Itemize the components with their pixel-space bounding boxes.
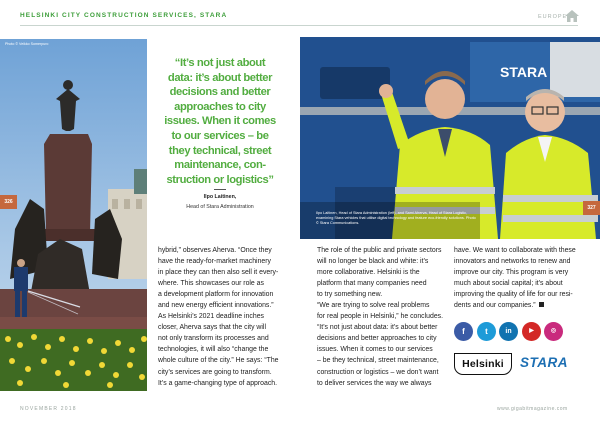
pull-quote-line: struction or logistics” (166, 173, 274, 186)
pull-quote (150, 56, 290, 187)
pull-quote-line: they technical, street (168, 144, 272, 157)
body-line: have the ready-for-market machinery (158, 258, 271, 266)
facebook-icon[interactable]: f (454, 322, 473, 341)
pull-quote-line: “It’s not just about (174, 57, 266, 69)
page-number-right: 327 (583, 201, 600, 215)
body-line: As Helsinki’s 2021 deadline inches (158, 313, 264, 321)
body-line: have. We want to collaborate with these (454, 247, 576, 254)
body-line: for real people in Helsinki,” he concludes. (317, 313, 444, 321)
pull-quote-line: maintenance, con- (174, 159, 266, 172)
linkedin-icon[interactable]: in (499, 322, 518, 341)
pull-quote-line: to our services – be (171, 129, 269, 142)
body-column-1 (158, 245, 283, 389)
body-line-last (454, 300, 579, 311)
photo-caption: Ilpo Laitinen, Head of Stara Administration (left), and Sami Aherva, Head of Stara Logistic, examining Stara vehicles that utilise digital technology and feature eco-friendly solutions. Photo © Stara Communications. (316, 211, 476, 226)
body-line: much about social capital; it’s about (454, 280, 563, 288)
body-column-2 (317, 245, 442, 389)
body-line: improving the quality of life for our resi- (454, 291, 573, 299)
photo-stara-team (300, 37, 600, 239)
body-line: where. This showcases our role as (158, 280, 264, 288)
body-line: The role of the public and private sectors (317, 247, 442, 254)
quote-divider (214, 189, 226, 190)
helsinki-logo: Helsinki (454, 353, 512, 375)
body-line: and new energy efficient innovations.” (158, 302, 274, 310)
footer-url[interactable]: www.gigabitmagazine.com (497, 406, 568, 412)
running-header-title: HELSINKI CITY CONSTRUCTION SERVICES, STARA (20, 12, 228, 19)
section-label: EUROPE (538, 14, 568, 20)
body-line: platform that many companies need (317, 280, 427, 288)
pull-quote-line: approaches to city (174, 100, 266, 113)
quote-author: Ilpo Laitinen, (203, 194, 237, 200)
truck-lettering: STARA (500, 64, 548, 80)
photo-credit: Photo © Veikko Somerpuro (5, 42, 49, 46)
instagram-icon[interactable]: ◎ (544, 322, 563, 341)
body-line: whole culture of the city.” He says: “The (158, 357, 279, 365)
footer-issue-date: NOVEMBER 2018 (20, 406, 77, 412)
pull-quote-line: issues. When it comes (164, 115, 276, 128)
home-icon[interactable] (565, 9, 579, 21)
body-line: to deliver services the way we always (317, 379, 432, 387)
body-line: It’s a game-changing type of approach. (158, 379, 278, 387)
quote-author-role: Head of Stara Administration (186, 204, 254, 210)
body-line: to try something new. (317, 291, 383, 299)
body-line: issues. When it comes to our services (317, 346, 433, 354)
pull-quote-line: decisions and better (169, 86, 271, 99)
body-line: city’s services are going to transform. (158, 368, 272, 376)
body-line: improve our city. This program is very (454, 269, 569, 277)
body-line: a development platform for innovation (158, 291, 274, 299)
body-line: closer, Aherva says that the city will (158, 324, 266, 332)
photo-statue-cleaning (0, 39, 147, 391)
body-line: “It’s not just about data: it’s about better (317, 324, 438, 332)
twitter-icon[interactable]: t (477, 322, 496, 341)
body-line: technologies, it will also “change the (158, 346, 269, 354)
page-number-left: 326 (0, 195, 17, 209)
body-line-text: dents and our companies.” (454, 302, 536, 310)
header-divider (20, 25, 578, 26)
body-line: more collaborative. Helsinki is the (317, 269, 420, 277)
pull-quote-line: data: it’s about better (167, 71, 273, 84)
body-line: not only transform its processes and (158, 335, 269, 343)
end-of-article-mark (539, 302, 544, 307)
body-line: hybrid,” observes Aherva. “Once they (158, 247, 272, 254)
stara-logo: STARA (520, 355, 568, 370)
body-column-3 (454, 245, 579, 311)
youtube-icon[interactable]: ▶ (522, 322, 541, 341)
body-line: “We are trying to solve real problems (317, 302, 430, 310)
body-line: construction or logistics – we don’t want (317, 368, 439, 376)
body-line: decisions and better approaches to city (317, 335, 437, 343)
body-line: – be they technical, street maintenance, (317, 357, 439, 365)
body-line: innovators and networks to renew and (454, 258, 571, 266)
body-line: will no longer be black and white: it’s (317, 258, 429, 266)
body-line: in place they can then also sell it every- (158, 269, 279, 277)
